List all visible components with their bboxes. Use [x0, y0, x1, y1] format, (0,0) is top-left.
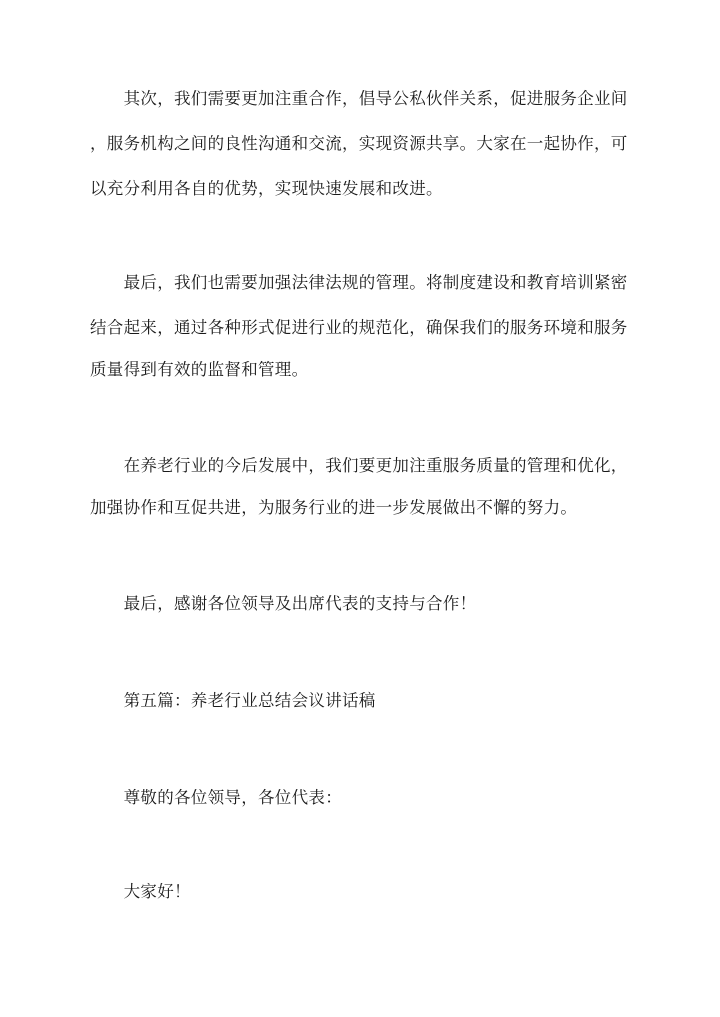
paragraph-1-line-1: 其次，我们需要更加注重合作，倡导公私伙伴关系，促进服务企业间 — [90, 89, 628, 108]
salutation: 尊敬的各位领导，各位代表： — [90, 788, 342, 807]
section-heading: 第五篇：养老行业总结会议讲话稿 — [90, 691, 376, 710]
paragraph-1-line-2: ，服务机构之间的良性沟通和交流，实现资源共享。大家在一起协作，可 — [90, 134, 628, 153]
paragraph-1-line-3: 以充分利用各自的优势，实现快速发展和改进。 — [90, 179, 443, 198]
paragraph-2-line-1: 最后，我们也需要加强法律法规的管理。将制度建设和教育培训紧密 — [90, 273, 628, 292]
paragraph-2-line-2: 结合起来，通过各种形式促进行业的规范化，确保我们的服务环境和服务 — [90, 318, 628, 337]
paragraph-4-line-1: 最后，感谢各位领导及出席代表的支持与合作！ — [90, 594, 477, 613]
paragraph-3-line-2: 加强协作和互促共进，为服务行业的进一步发展做出不懈的努力。 — [90, 498, 578, 517]
paragraph-2-line-3: 质量得到有效的监督和管理。 — [90, 360, 309, 379]
greeting: 大家好！ — [90, 882, 191, 901]
paragraph-3-line-1: 在养老行业的今后发展中，我们要更加注重服务质量的管理和优化， — [90, 456, 628, 475]
